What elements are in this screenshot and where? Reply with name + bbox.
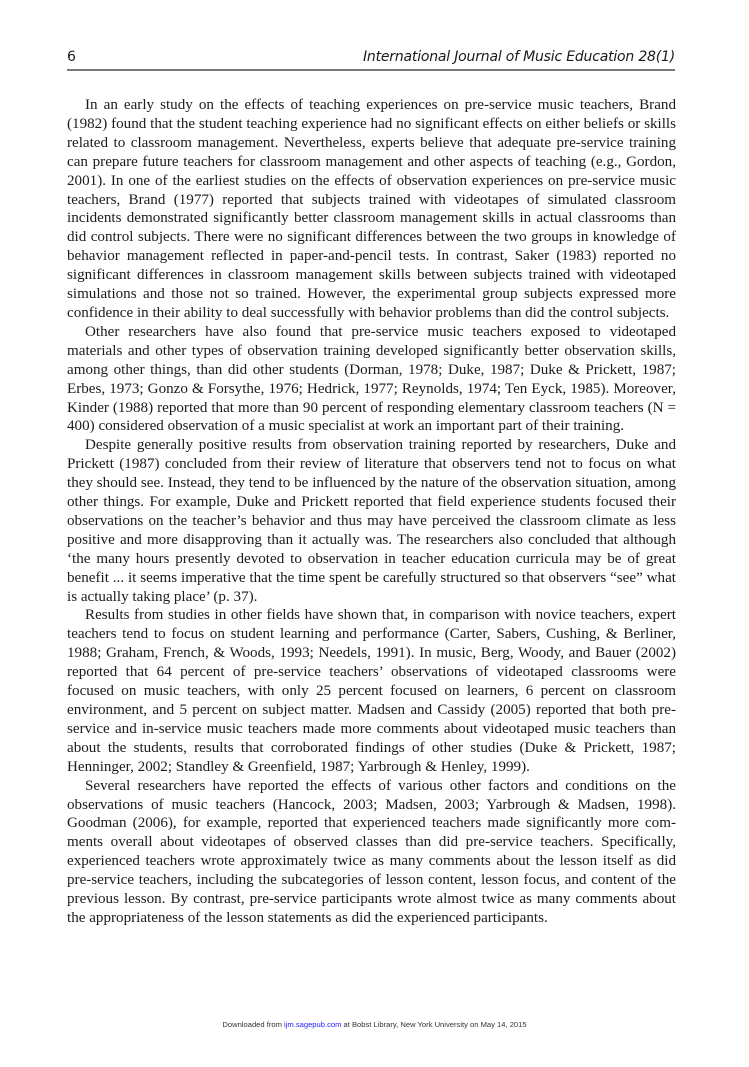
paragraph: Other researchers have also found that pre-service music teachers exposed to videotaped materials and other types of observation training developed significantly better observation skills, among other things, than did other students (Dorman, 1978; Duke, 1987; Duke & Prickett, 1987; Erbes, 1973; Gonzo & Forsythe, 1976; Hedrick, 1977; Reynolds, 1974; Ten Eyck, 1985). Moreover, Kinder (1988) reported that more than 90 percent of responding elementary classroom teachers (N = 400) considered observation of a music specialist at work an important part of their training.: [67, 323, 676, 435]
paragraph: Several researchers have reported the effects of various other factors and conditions on the observations of music teachers (Hancock, 2003; Madsen, 2003; Yarbrough & Madsen, 1998). Goodman (2006), for example, reported that experienced teachers made significantly more comments overall about videotapes of observed classes than did pre-service teachers. Specifically, experienced teachers wrote approximately twice as many comments about the lesson itself as did pre-service teachers, including the subcategories of lesson content, lesson focus, and content of the previous lesson. By contrast, pre-service participants wrote almost twice as many comments about the appropriateness of the lesson statements as did the experienced participants.: [67, 777, 676, 926]
journal-site-link[interactable]: ijm.sagepub.com: [284, 1020, 342, 1029]
page-number: 6: [67, 49, 76, 65]
paragraph: In an early study on the effects of teaching experiences on pre-service music teachers, Brand (1982) found that the student teaching experience had no significant effects on either beliefs or skills related to classroom management. Nevertheless, experts believe that adequate pre-service training can prepare future teachers for classroom management and other aspects of teaching (e.g., Gordon, 2001). In one of the earliest studies on the effects of observation experiences on pre-service music teachers, Brand (1977) reported that subjects trained with videotapes of simulated classroom incidents demonstrated significantly better classroom management skills in actual classrooms than did control subjects. There were no significant differences between the two groups in knowledge of behavior management reflected in paper-and-pencil tests. In contrast, Saker (1983) reported no significant differences in classroom management skills between subjects trained with videotaped simulations and those not so trained. However, the experimental group subjects expressed more confidence in their ability to deal successfully with behavior problems than did the control subjects.: [67, 97, 676, 321]
running-header: [67, 47, 675, 71]
download-footer: [0, 1020, 749, 1029]
footer-prefix: Downloaded from: [222, 1020, 285, 1029]
paragraph: Despite generally positive results from observation training reported by researchers, Duke and Prickett (1987) concluded from their review of literature that observers tend not to focus on what they should see. Instead, they tend to be influenced by the nature of the observation situation, among other things. For example, Duke and Prickett reported that field experience students focused their observations on the teacher’s behavior and thus may have perceived the classroom climate as less positive and more disapproving than it actually was. The researchers also concluded that although ‘the many hours presently devoted to observation in teacher education curricula may be of great benefit ... it seems imperative that the time spent be carefully structured so that observers “see” what is actually taking place’ (p. 37).: [67, 437, 676, 605]
article-body: [67, 96, 676, 928]
paragraph: Results from studies in other fields have shown that, in comparison with novice teachers, expert teachers tend to focus on student learning and performance (Carter, Sabers, Cushing, & Berliner, 1988; Graham, French, & Woods, 1993; Needels, 1991). In music, Berg, Woody, and Bauer (2002) reported that 64 percent of pre-service teachers’ observations of videotaped classrooms were focused on music teachers, with only 25 percent focused on learners, 6 percent on classroom environment, and 5 percent on subject matter. Madsen and Cassidy (2005) reported that both pre-service and in-service music teachers made more comments about videotaped music teachers than about the students, results that corroborated findings of other studies (Duke & Prickett, 1987; Henninger, 2002; Standley & Greenfield, 1987; Yarbrough & Henley, 1999).: [67, 607, 676, 775]
footer-suffix: at Bobst Library, New York University on May 14, 2015: [341, 1020, 527, 1029]
journal-title: International Journal of Music Education 28(1): [363, 49, 675, 65]
